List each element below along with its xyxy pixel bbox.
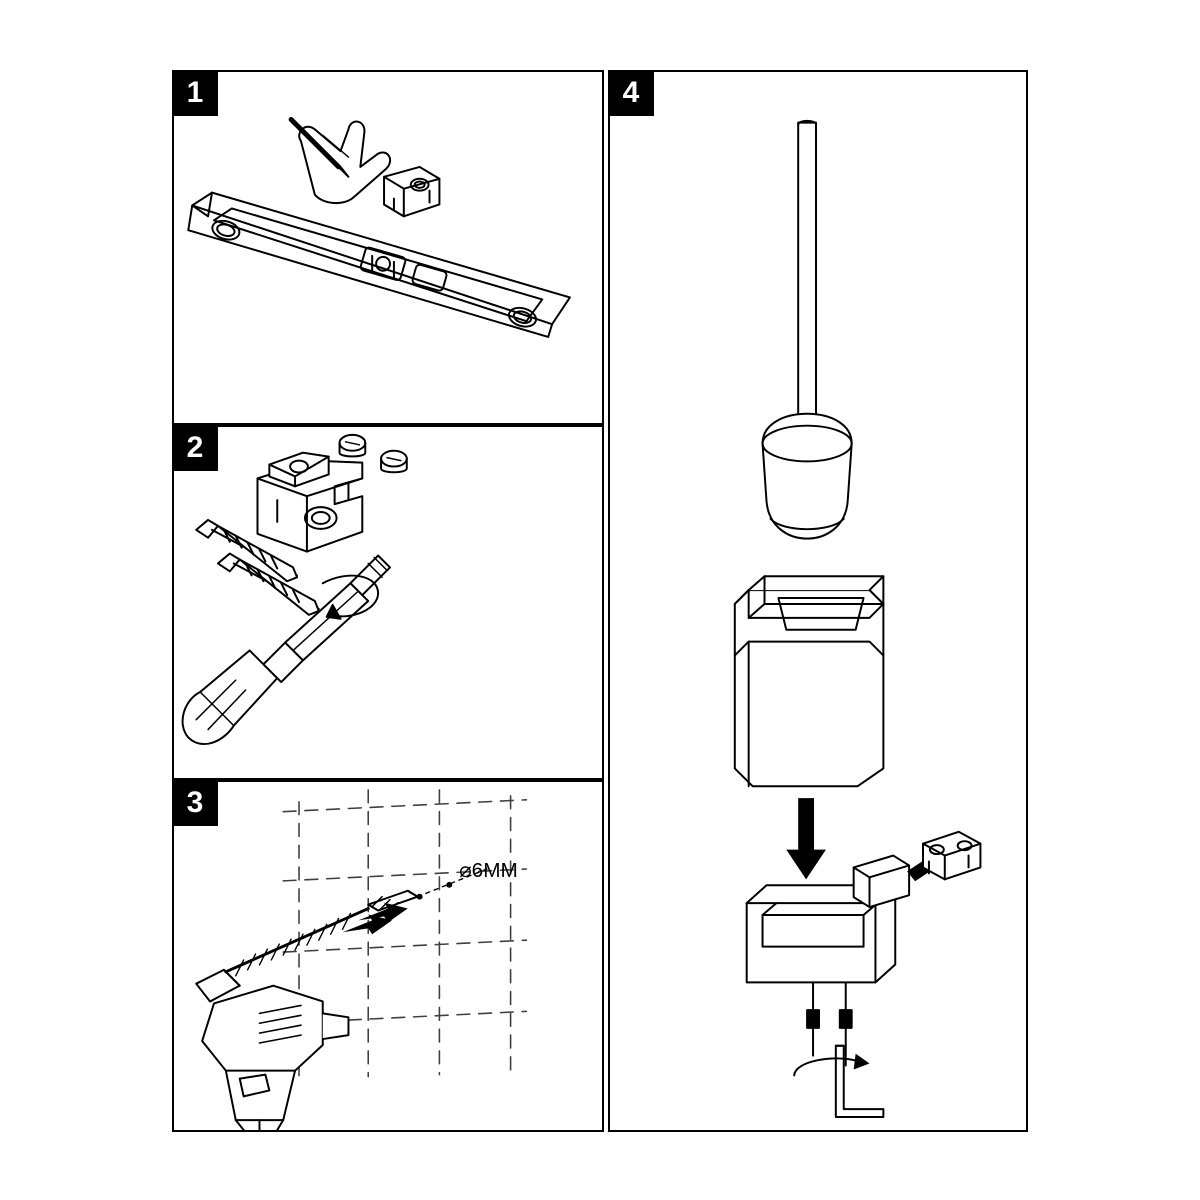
wall-bracket-icon [923,832,980,880]
grub-screw-icon [381,451,407,473]
wall-bracket-icon [257,453,362,552]
panel-step-3 [172,780,604,1132]
illustration-step-1 [174,72,602,423]
step-badge-4: 4 [608,70,654,116]
wall-bracket-icon [384,167,439,216]
brush-cup-icon [735,576,884,786]
rotation-arrow-icon [854,1054,870,1070]
panel-step-1 [172,70,604,425]
drill-diameter-label: ⌀6MM [459,858,518,882]
toilet-brush-icon [763,121,852,539]
allen-key-icon [794,1046,883,1117]
step-badge-1: 1 [172,70,218,116]
hand-icon [291,119,390,203]
illustration-step-2 [174,427,602,778]
down-arrow-icon [786,798,826,879]
illustration-step-3 [174,782,602,1130]
panel-step-2 [172,425,604,780]
step-badge-2: 2 [172,425,218,471]
spirit-level-icon [188,193,570,337]
screwdriver-icon [183,556,390,745]
panel-step-4 [608,70,1028,1132]
step-badge-3: 3 [172,780,218,826]
grub-screw-icon [340,435,366,457]
wall-holder-icon [747,856,909,983]
power-drill-icon [196,909,368,1130]
set-screw-icon [807,982,819,1055]
illustration-step-4 [610,72,1026,1130]
